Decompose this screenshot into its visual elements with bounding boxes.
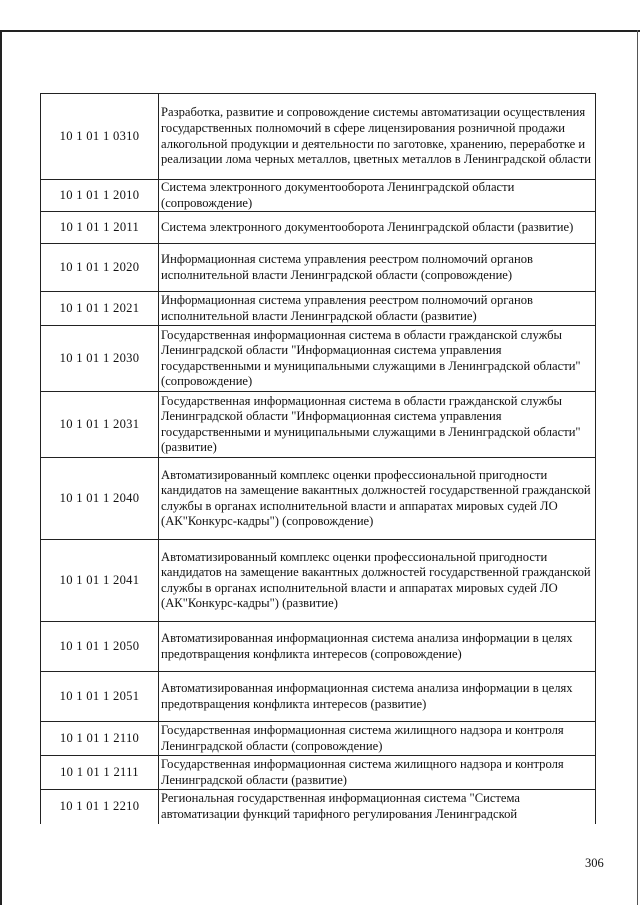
- table-row: [41, 326, 596, 392]
- row-code: 10 1 01 1 2051: [41, 672, 159, 722]
- table-row: [41, 622, 596, 672]
- row-description: Система электронного документооборота Ленинградской области (развитие): [159, 212, 596, 244]
- row-code: 10 1 01 1 2111: [41, 756, 159, 790]
- row-code: 10 1 01 1 2110: [41, 722, 159, 756]
- row-code: 10 1 01 1 2041: [41, 540, 159, 622]
- page-frame-left: [0, 30, 2, 905]
- table-row: [41, 212, 596, 244]
- row-code: 10 1 01 1 2210: [41, 790, 159, 824]
- table-row: [41, 392, 596, 458]
- table-row: [41, 244, 596, 292]
- page-frame-top: [0, 30, 640, 32]
- row-description: Автоматизированный комплекс оценки профессиональной пригодности кандидатов на замещение вакантных должностей государственной гражданской службы в органах исполнительной власти и аппаратах мировых судей ЛО (АК"Конкурс-кадры") (сопровождение): [159, 458, 596, 540]
- row-code: 10 1 01 1 2031: [41, 392, 159, 458]
- table-row: [41, 94, 596, 180]
- row-description: Автоматизированная информационная система анализа информации в целях предотвращения конфликта интересов (сопровождение): [159, 622, 596, 672]
- table-row: [41, 292, 596, 326]
- table-row: [41, 180, 596, 212]
- row-description: Региональная государственная информационная система "Система автоматизации функций тарифного регулирования Ленинградской: [159, 790, 596, 824]
- row-description: Информационная система управления реестром полномочий органов исполнительной власти Ленинградской области (сопровождение): [159, 244, 596, 292]
- table-row: [41, 672, 596, 722]
- row-description: Информационная система управления реестром полномочий органов исполнительной власти Ленинградской области (развитие): [159, 292, 596, 326]
- registry-table-body: [41, 94, 596, 824]
- row-code: 10 1 01 1 2021: [41, 292, 159, 326]
- row-code: 10 1 01 1 2010: [41, 180, 159, 212]
- row-description: Государственная информационная система жилищного надзора и контроля Ленинградской области (сопровождение): [159, 722, 596, 756]
- row-code: 10 1 01 1 2011: [41, 212, 159, 244]
- table-row: [41, 458, 596, 540]
- table-row: [41, 756, 596, 790]
- page-number: 306: [585, 856, 604, 870]
- row-description: Разработка, развитие и сопровождение системы автоматизации осуществления государственных полномочий в сфере лицензирования розничной продажи алкогольной продукции и деятельности по заготовке, хранению, переработке и реализации лома черных металлов, цветных металлов в Ленинградской области: [159, 94, 596, 180]
- row-description: Автоматизированная информационная система анализа информации в целях предотвращения конфликта интересов (развитие): [159, 672, 596, 722]
- row-code: 10 1 01 1 2050: [41, 622, 159, 672]
- row-code: 10 1 01 1 2040: [41, 458, 159, 540]
- row-description: Государственная информационная система жилищного надзора и контроля Ленинградской области (развитие): [159, 756, 596, 790]
- table-row: [41, 790, 596, 824]
- row-description: Государственная информационная система в области гражданской службы Ленинградской области "Информационная система управления государственными и муниципальными служащими в Ленинградской области" (развитие): [159, 392, 596, 458]
- registry-table: [40, 93, 596, 824]
- row-code: 10 1 01 1 0310: [41, 94, 159, 180]
- page-frame-right: [637, 30, 638, 905]
- row-code: 10 1 01 1 2030: [41, 326, 159, 392]
- row-description: Государственная информационная система в области гражданской службы Ленинградской области "Информационная система управления государственными и муниципальными служащими в Ленинградской области" (сопровождение): [159, 326, 596, 392]
- row-description: Система электронного документооборота Ленинградской области (сопровождение): [159, 180, 596, 212]
- row-description: Автоматизированный комплекс оценки профессиональной пригодности кандидатов на замещение вакантных должностей государственной гражданской службы в органах исполнительной власти и аппаратах мировых судей ЛО (АК"Конкурс-кадры") (развитие): [159, 540, 596, 622]
- row-code: 10 1 01 1 2020: [41, 244, 159, 292]
- table-row: [41, 722, 596, 756]
- table-row: [41, 540, 596, 622]
